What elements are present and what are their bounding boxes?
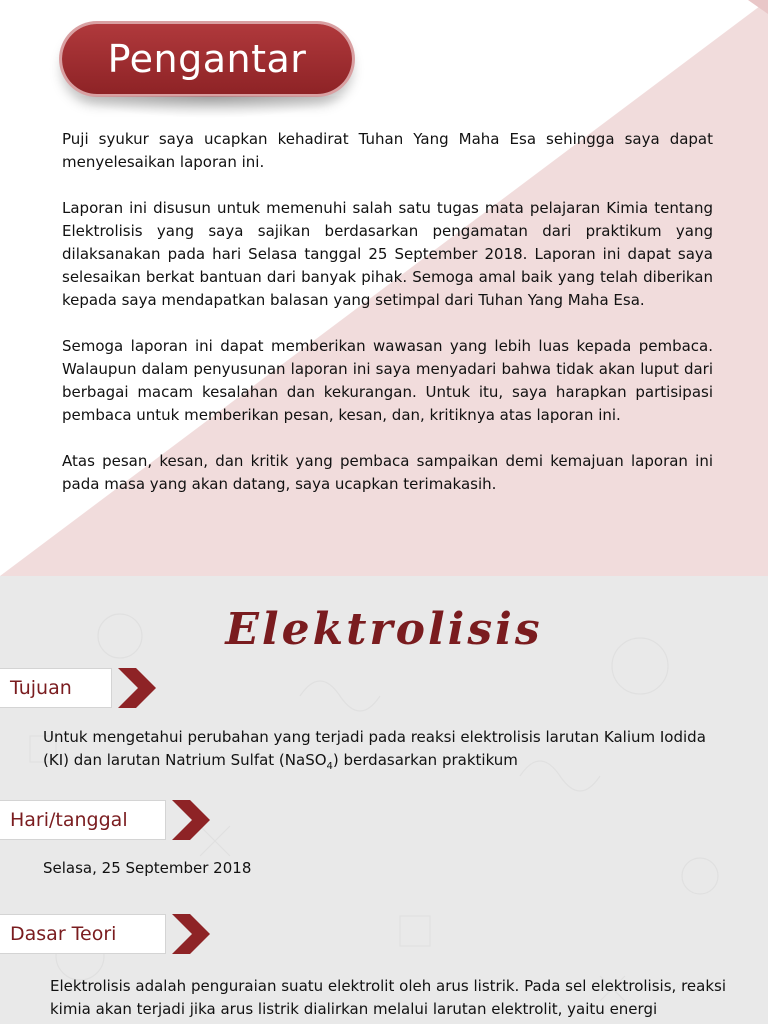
intro-paragraph: Laporan ini disusun untuk memenuhi salah satu tugas mata pelajaran Kimia tentang Elektrolisis yang saya sajikan berdasarkan pengamatan dari praktikum yang dilaksanakan pada hari Selasa tanggal 25 September 2018. Laporan ini dapat saya selesaikan berkat bantuan dari banyak pihak. Semoga amal baik yang telah diberikan kepada saya mendapatkan balasan yang setimpal dari Tuhan Yang Maha Esa. (62, 199, 713, 309)
chevron-right-icon (168, 912, 212, 956)
chevron-right-icon (168, 798, 212, 842)
tujuan-text-end: ) berdasarkan praktikum (332, 751, 518, 769)
tab-hari-tanggal (0, 800, 166, 840)
intro-text (62, 128, 713, 519)
chevron-right-icon (114, 666, 158, 710)
title-shadow (70, 96, 350, 118)
intro-paragraph: Puji syukur saya ucapkan kehadirat Tuhan Yang Maha Esa sehingga saya dapat menyelesaikan laporan ini. (62, 130, 713, 171)
page-title: Pengantar (107, 37, 307, 81)
tab-dasar-teori (0, 914, 166, 954)
tujuan-text (43, 726, 733, 778)
tab-hari-label: Hari/tanggal (10, 809, 128, 831)
slide-elektrolisis (0, 576, 768, 1024)
tab-tujuan (0, 668, 112, 708)
page-title-pill (62, 24, 352, 94)
tab-tujuan-label: Tujuan (10, 677, 72, 699)
teori-text: Elektrolisis adalah penguraian suatu elektrolit oleh arus listrik. Pada sel elektrolisis, reaksi kimia akan terjadi jika arus listrik dialirkan melalui larutan elektrolit, yaitu energi (50, 977, 726, 1018)
section-title: Elektrolisis (225, 604, 543, 655)
tujuan-text-main: Untuk mengetahui perubahan yang terjadi pada reaksi elektrolisis larutan Kalium Iodida (KI) dan larutan Natrium Sulfat (NaSO (43, 728, 706, 769)
tab-teori-label: Dasar Teori (10, 923, 117, 945)
intro-paragraph: Atas pesan, kesan, dan kritik yang pembaca sampaikan demi kemajuan laporan ini pada masa yang akan datang, saya ucapkan terimakasih. (62, 452, 713, 493)
intro-paragraph: Semoga laporan ini dapat memberikan wawasan yang lebih luas kepada pembaca. Walaupun dalam penyusunan laporan ini saya menyadari bahwa tidak akan luput dari berbagai macam kesalahan dan kekurangan. Untuk itu, saya harapkan partisipasi pembaca untuk memberikan pesan, kesan, dan, kritiknya atas laporan ini. (62, 337, 713, 424)
hari-text: Selasa, 25 September 2018 (43, 859, 252, 877)
tujuan-subscript: 4 (326, 761, 333, 772)
